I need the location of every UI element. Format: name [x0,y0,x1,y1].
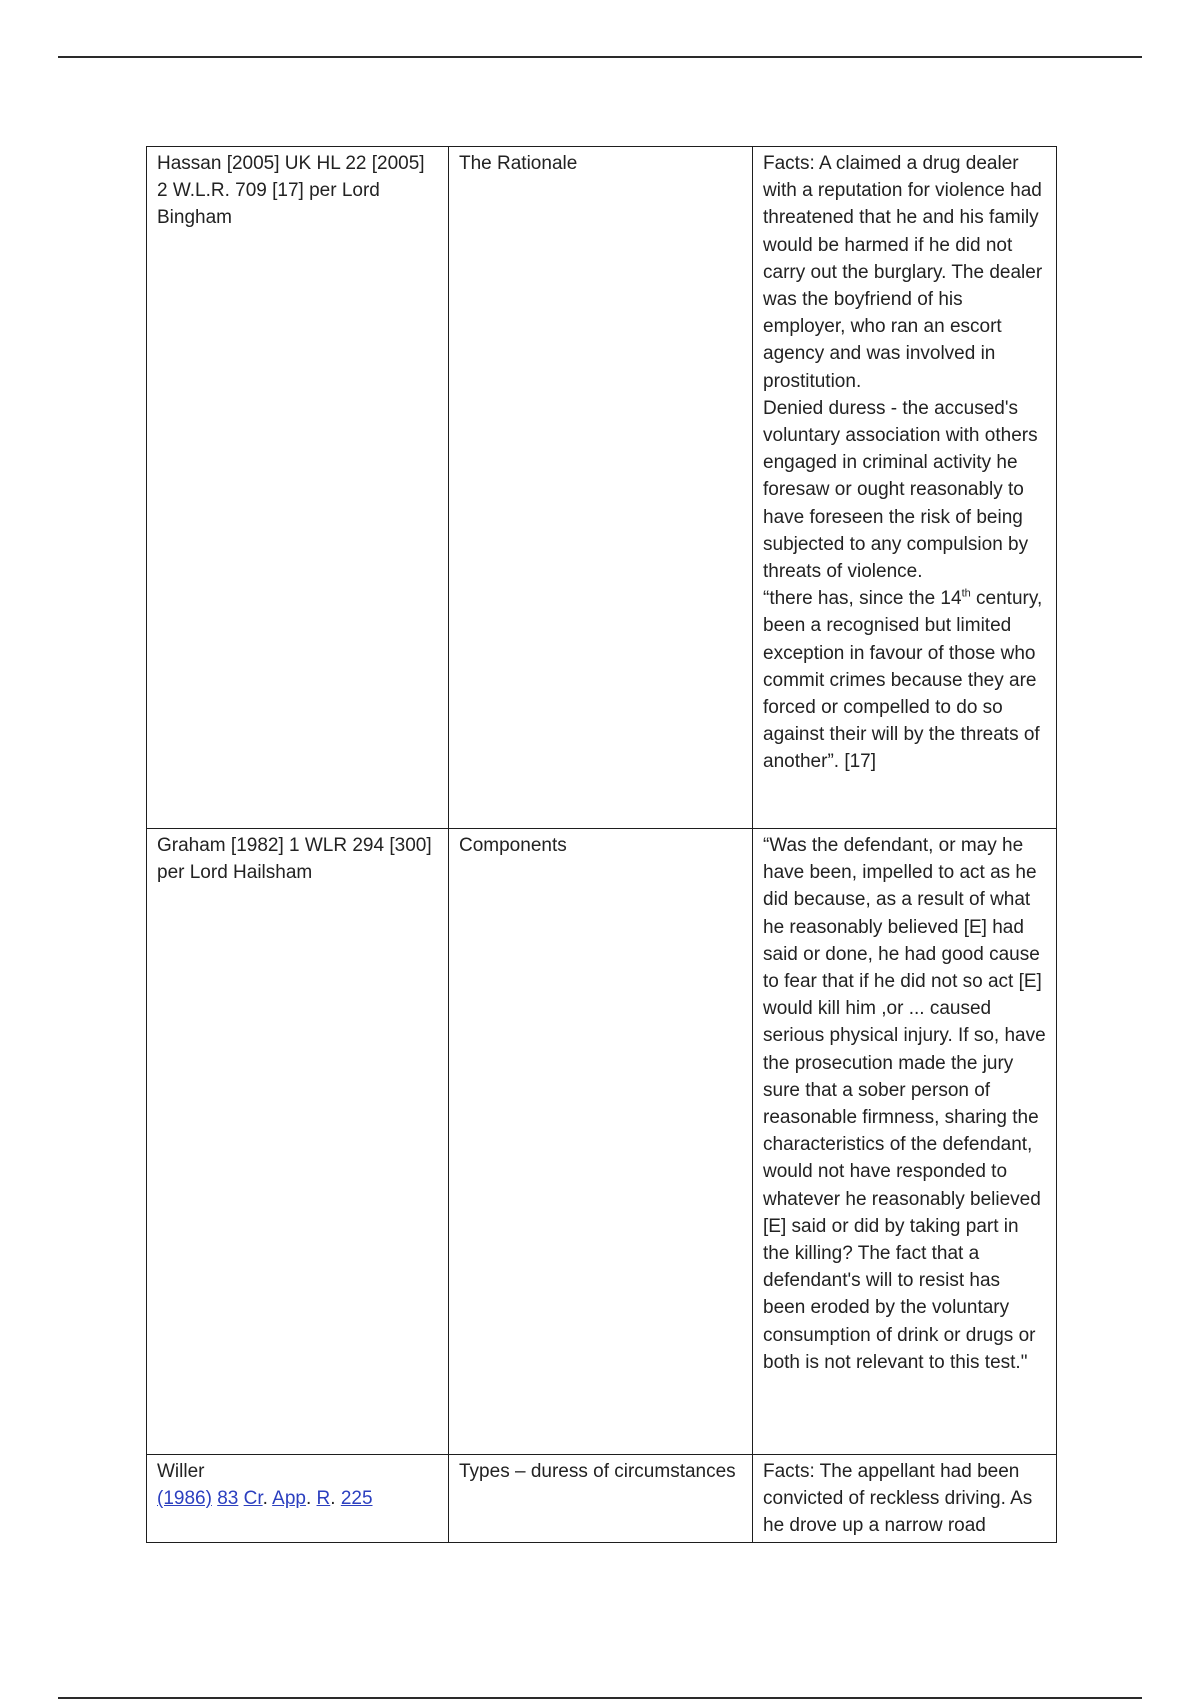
topic-cell [449,829,753,1455]
facts-paragraph: Facts: A claimed a drug dealer with a reputation for violence had threatened that he and his family would be harmed if he did not carry out the burglary. The dealer was the boyfriend of his employer, who ran an escort agency and was involved in prostitution. [763,153,1043,392]
topic-cell [449,147,753,829]
citation-page-link[interactable]: 225 [340,1488,373,1510]
footer-rule [58,1697,1142,1699]
quote-paragraph: “Was the defendant, or may he have been, impelled to act as he did because, as a result of what he reasonably believed [E] had said or done, he had good cause to fear that if he did not so act [E] would kill him ,or ... caused serious physical injury. If so, have the prosecution made the jury sure that a sober person of reasonable firmness, sharing the characteristics of the defendant, would not have responded to whatever he reasonably believed [E] said or did by taking part in the killing? The fact that a defendant's will to resist has been eroded by the voluntary consumption of drink or drugs or both is not relevant to this test." [763,835,1046,1373]
topic-cell [449,1455,753,1543]
notes-cell [753,829,1057,1455]
quote-text-start: “there has, since the 14 [763,588,962,610]
citation-reporter-link[interactable]: R [316,1488,331,1510]
case-cell [147,829,449,1455]
held-paragraph: Denied duress - the accused's voluntary association with others engaged in criminal activity he foresaw or ought reasonably to have foreseen the risk of being subjected to any compulsion by threats of violence. [763,397,1038,583]
case-name: Willer [157,1461,205,1482]
table-row [147,1455,1057,1543]
header-rule [58,56,1142,58]
citation-volume-link[interactable]: 83 [217,1488,239,1510]
notes-cell [753,147,1057,829]
case-citation: Hassan [2005] UK HL 22 [2005] 2 W.L.R. 709 [17] per Lord Bingham [157,153,425,229]
topic-label: Components [459,835,567,856]
table-row [147,829,1057,1455]
case-citation: (1986) 83 Cr. App. R. 225 [157,1488,373,1510]
case-citation: Graham [1982] 1 WLR 294 [300] per Lord Hailsham [157,835,432,884]
quote-paragraph [763,585,1046,775]
citation-year-link[interactable]: (1986) [157,1488,212,1510]
quote-text-end: century, been a recognised but limited exception in favour of those who commit crimes because they are forced or compelled to do so against their will by the threats of another”. [17] [763,588,1043,773]
ordinal-suffix: th [961,587,971,600]
table-row [147,147,1057,829]
case-cell [147,1455,449,1543]
topic-label: The Rationale [459,153,578,174]
case-table [146,146,1057,1543]
citation-reporter-link[interactable]: App [272,1488,306,1510]
case-cell [147,147,449,829]
notes-cell [753,1455,1057,1543]
topic-label: Types – duress of circumstances [459,1461,736,1482]
citation-reporter-link[interactable]: Cr [243,1488,263,1510]
facts-paragraph: Facts: The appellant had been convicted of reckless driving. As he drove up a narrow road [763,1461,1033,1537]
